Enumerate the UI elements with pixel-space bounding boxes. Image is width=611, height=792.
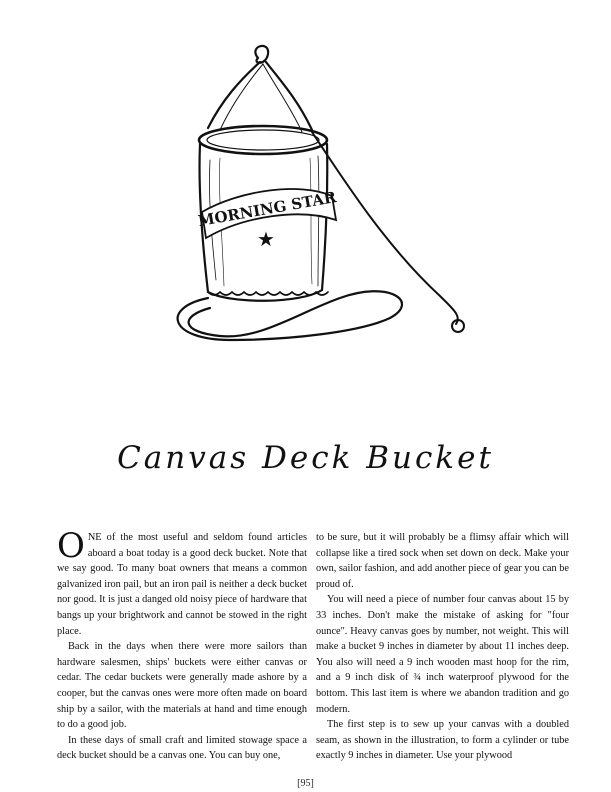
rope-top-loop bbox=[255, 46, 268, 63]
right-column bbox=[316, 530, 569, 764]
bucket-bottom-edge bbox=[208, 292, 328, 295]
page-number: [95] bbox=[297, 778, 314, 789]
star-icon: ★ bbox=[257, 229, 275, 251]
paragraph-6: The first step is to sew up your canvas with a doubled seam, as shown in the illustration, to form a cylinder or tube exactly 9 inches in diameter. Use your plywood bbox=[316, 719, 569, 762]
page-title: Canvas Deck Bucket bbox=[117, 440, 494, 476]
paragraph-1: ONE of the most useful and seldom found articles aboard a boat today is a good deck bucket. Note that we say good. To many boat owners that means a common galvanized iron pail, but an iron pail is neither a deck bucket nor good. It is just a danged old noisy piece of hardware that bangs up your brightwork and cannot be stowed in the right place. bbox=[57, 526, 307, 637]
paragraph-3: In these days of small craft and limited stowage space a deck bucket should be a canvas one. You can buy one, bbox=[57, 734, 307, 762]
paragraph-5: You will need a piece of number four canvas about 15 by 33 inches. Don't make the mistake of asking for "four ounce". Heavy canvas goes by number, not weight. This will make a bucket 9 inches in diameter by about 11 inches deep. You also will need a 9 inch wooden mast hoop for the rim, and a 9 inch disk of ¾ inch waterproof plywood for the bottom. This last item is where we abandon tradition and go modern. bbox=[316, 594, 569, 715]
canvas-bucket-illustration bbox=[140, 40, 480, 380]
banner-text: MORNING STAR bbox=[196, 188, 338, 231]
paragraph-4: to be sure, but it will probably be a flimsy affair which will collapse like a tired sock when set down on deck. Make your own, sailor fashion, and add another piece of gear you can be proud of. bbox=[316, 532, 569, 590]
drop-cap: O bbox=[57, 526, 85, 566]
rope-handle-right bbox=[266, 62, 312, 130]
rope-handle-left bbox=[208, 62, 260, 128]
paragraph-2: Back in the days when there were more sailors than hardware salesmen, ships' buckets were either canvas or cedar. The cedar buckets were generally made ashore by a cooper, but the canvas ones were more often made on board ship by a sailor, with the materials at hand and time enough to do a good job. bbox=[57, 641, 307, 731]
left-column bbox=[57, 526, 307, 764]
